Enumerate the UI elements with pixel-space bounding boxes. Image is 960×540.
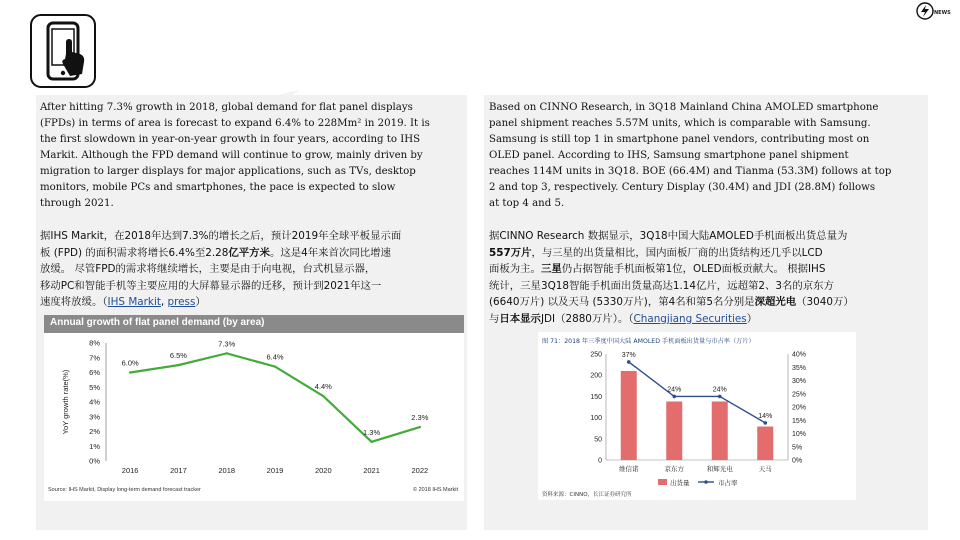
legend-label: 出货量 (670, 480, 690, 487)
bold-span: 日本显示 (499, 312, 541, 325)
data-point (129, 371, 131, 373)
chart-title-bar (44, 315, 464, 333)
y-tick-label-right: 35% (792, 364, 807, 372)
amoled-shipment-chart (538, 332, 856, 500)
y-tick-label: 8% (89, 338, 100, 348)
bar (712, 401, 728, 460)
data-label: 24% (667, 386, 682, 394)
share-point (672, 395, 676, 399)
text-line (489, 294, 927, 311)
text-line: 据IHS Markit，在2018年达到7.3%的增长之后，预计2019年全球平板显示面 (40, 230, 402, 242)
y-tick-label: 5% (89, 382, 100, 392)
text-span: (6640万片) 以及天马 (5330万片)，第4名和第5名分别是 (489, 296, 755, 308)
text-line (489, 245, 927, 262)
text-span: 仍占据智能手机面板第1位，OLED面板贡献大。 根据IHS (561, 263, 826, 275)
y-tick-label-left: 0 (598, 457, 602, 465)
y-tick-label-right: 20% (792, 404, 807, 412)
x-tick-label: 2020 (314, 466, 332, 475)
text-line: 统计，三星3Q18智能手机面出货量高达1.14亿片，远超第2、3名的京东方 (489, 279, 834, 292)
text-line: Based on CINNO Research, in 3Q18 Mainland China AMOLED smartphone (489, 102, 879, 113)
data-label: 7.3% (218, 339, 236, 349)
changjiang-securities-link[interactable]: Changjiang Securities (633, 312, 747, 325)
data-point (370, 441, 372, 443)
x-tick-label: 天马 (758, 466, 772, 473)
data-label: 14% (758, 412, 773, 420)
y-tick-label: 4% (89, 397, 100, 407)
y-tick-label-left: 250 (590, 351, 602, 359)
text-line: migration to larger displays for major applications, such as TVs, desktop (40, 166, 416, 177)
data-label: 4.4% (314, 382, 332, 392)
left-panel (36, 95, 467, 530)
text-span: 与 (489, 312, 500, 325)
data-point (177, 364, 179, 366)
y-tick-label-left: 200 (590, 372, 602, 380)
y-tick-label-right: 30% (792, 378, 807, 385)
text-line: OLED panel. According to IHS, Samsung smartphone panel shipment (489, 150, 849, 161)
text-span: 。这是4年来首次同比增速 (269, 246, 391, 259)
chart-source: 资料来源：CINNO，长江证券研究所 (542, 492, 632, 498)
bold-span: 亿平方米 (228, 246, 270, 259)
y-tick-label-left: 150 (590, 393, 602, 401)
text-line: (FPDs) in terms of area is forecast to expand 6.4% to 228Mm² in 2019. It is (40, 118, 430, 129)
data-point (274, 365, 276, 367)
x-tick-label: 2019 (266, 466, 284, 475)
y-tick-label: 2% (89, 427, 100, 436)
y-tick-label-right: 10% (792, 431, 807, 438)
text-line: at top 4 and 5. (489, 198, 565, 209)
x-tick-label: 维信诺 (619, 466, 639, 473)
bar (666, 401, 682, 460)
x-tick-label: 2016 (121, 466, 139, 475)
bold-span: 三星 (540, 263, 562, 275)
chart-title: Annual growth of flat panel demand (by area) (50, 317, 265, 328)
x-tick-label: 和辉光电 (706, 466, 733, 473)
y-tick-label-right: 15% (792, 417, 807, 425)
y-tick-label-right: 40% (792, 351, 807, 359)
y-tick-label: 3% (89, 412, 100, 422)
text-line: reaches 114M units in 3Q18. BOE (66.4M) and Tianma (53.3M) follows at top (489, 166, 892, 177)
text-line: After hitting 7.3% growth in 2018, global demand for flat panel displays (40, 102, 413, 113)
text-line: the first slowdown in year-on-year growth in four years, according to IHS (40, 134, 421, 145)
news-logo (916, 2, 956, 24)
text-span: ） (746, 312, 758, 325)
text-line: Samsung is still top 1 in smartphone panel vendors, contributing most on (489, 134, 870, 145)
data-label: 37% (621, 351, 636, 359)
right-chinese-paragraph (489, 228, 927, 327)
press-link[interactable]: press (167, 296, 196, 308)
bold-span: 557 (489, 246, 511, 259)
chart-plot (44, 333, 464, 491)
data-label: 24% (712, 386, 727, 394)
text-line: panel shipment reaches 5.57M units, which is comparable with Samsung. (489, 118, 871, 129)
data-label: 6.0% (121, 358, 139, 368)
text-span: 速度将放缓。（ (40, 296, 108, 308)
y-tick-label: 1% (89, 441, 100, 451)
text-span: 面板为主。 (489, 263, 541, 275)
data-point (322, 395, 324, 397)
y-tick-label: 7% (89, 353, 100, 363)
data-point (419, 426, 421, 428)
lightning-icon (916, 2, 934, 20)
share-line (629, 362, 766, 423)
share-point (718, 395, 722, 399)
share-point (763, 421, 767, 425)
bold-span: 万片 (510, 246, 532, 259)
ihs-markit-link[interactable]: IHS Markit (107, 296, 161, 308)
flat-panel-demand-chart (44, 315, 464, 501)
smartphone-touch-icon (30, 14, 96, 88)
text-span: ） (195, 296, 206, 308)
text-line: monitors, mobile PCs and smartphones, the pace is expected to slow (40, 182, 396, 193)
x-tick-label: 2022 (411, 466, 429, 475)
text-line (489, 311, 927, 328)
news-logo-text: NEWS (934, 10, 951, 16)
data-label: 6.4% (266, 352, 284, 362)
y-tick-label: 6% (89, 368, 100, 377)
legend-swatch-point (704, 480, 708, 484)
text-span: （3040万） (796, 296, 854, 308)
data-point (226, 352, 228, 354)
text-line: Markit. Although the FPD demand will continue to grow, mainly driven by (40, 150, 423, 161)
data-label: 1.3% (363, 427, 381, 437)
data-label: 6.5% (169, 351, 187, 361)
y-tick-label-left: 100 (590, 415, 602, 423)
y-tick-label-right: 5% (792, 444, 803, 452)
chart-copyright: © 2018 IHS Markit (412, 487, 458, 493)
text-line: 放缓。 尽管FPD的需求将继续增长，主要是由于向电视，台式机显示器， (40, 263, 376, 275)
x-tick-label: 2021 (363, 466, 380, 475)
text-span: JDI（2880万片）。（ (540, 312, 634, 325)
y-tick-label-right: 0% (792, 457, 803, 465)
text-span: ，与三星的出货量相比，国内面板厂商的出货结构还几乎以LCD (531, 246, 823, 259)
left-english-paragraph (40, 100, 465, 212)
chart-title: 图 71：2018 年三季度中国大陆 AMOLED 手机面板出货量与市占率（万片） (542, 338, 755, 345)
share-point (627, 360, 631, 364)
y-tick-label-right: 25% (792, 391, 807, 399)
y-axis-label: YoY growth rate(%) (61, 369, 70, 435)
y-tick-label-left: 50 (594, 436, 602, 444)
chart-plot (538, 344, 856, 494)
x-tick-label: 2017 (170, 466, 187, 475)
y-tick-label: 0% (89, 456, 100, 466)
right-panel (484, 95, 928, 530)
chart-source: Source: IHS Markit, Display long-term demand forecast tracker (48, 487, 201, 493)
text-line: 据CINNO Research 数据显示，3Q18中国大陆AMOLED手机面板出货总量为 (489, 230, 848, 242)
text-line: through 2021. (40, 198, 114, 209)
text-line (40, 294, 465, 311)
left-chinese-paragraph (40, 228, 465, 311)
text-line: 2 and top 3, respectively. Century Display (30.4M) and JDI (28.8M) follows (489, 182, 876, 193)
text-span: 板 (FPD) 的面积需求将增长6.4%至2.28 (40, 246, 229, 259)
bar (621, 371, 637, 460)
text-line: 移动PC和智能手机等主要应用的大屏幕显示器的迁移，预计到2021年这一 (40, 279, 382, 292)
right-english-paragraph (489, 100, 927, 212)
text-span: , (160, 296, 168, 308)
bold-span: 深超光电 (754, 296, 797, 308)
bar (757, 427, 773, 460)
x-tick-label: 京东方 (664, 466, 684, 473)
legend-label: 市占率 (718, 480, 738, 487)
legend-swatch-bar (658, 479, 667, 485)
data-label: 2.3% (411, 413, 429, 423)
text-line (489, 261, 927, 278)
x-tick-label: 2018 (218, 466, 236, 475)
text-line (40, 245, 465, 262)
